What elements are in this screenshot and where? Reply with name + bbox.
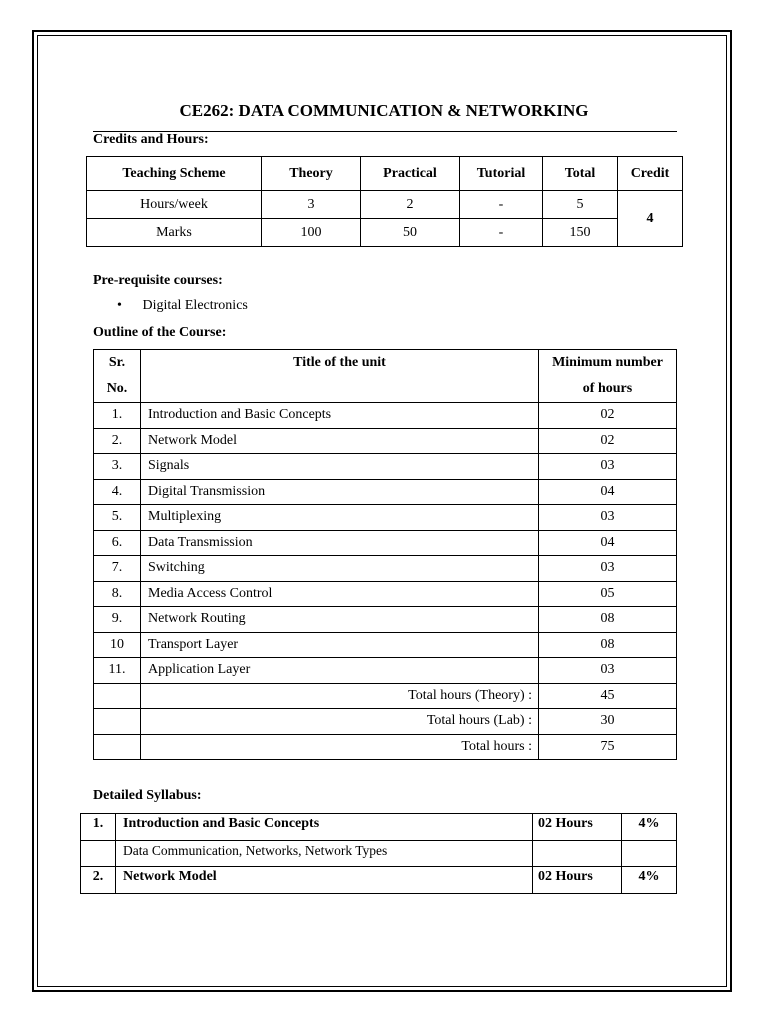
unit-number: 1. [94, 403, 141, 429]
detail-row-unit-2 [81, 867, 677, 894]
header-total: Total [543, 157, 618, 191]
detailed-heading: Detailed Syllabus: [93, 788, 202, 803]
total-label: Total hours (Theory) : [141, 683, 539, 709]
outline-heading: Outline of the Course: [93, 325, 227, 340]
unit-title: Transport Layer [141, 632, 539, 658]
outline-total-row [94, 734, 677, 760]
header-practical: Practical [361, 157, 460, 191]
outline-total-row [94, 683, 677, 709]
total-label: Total hours (Lab) : [141, 709, 539, 735]
unit-min-hours: 08 [539, 632, 677, 658]
empty-cell [533, 840, 622, 867]
unit-title: Introduction and Basic Concepts [141, 403, 539, 429]
outline-row [94, 607, 677, 633]
unit-number: 6. [94, 530, 141, 556]
unit-title: Digital Transmission [141, 479, 539, 505]
unit-min-hours: 03 [539, 505, 677, 531]
header-credit: Credit [618, 157, 683, 191]
unit-min-hours: 02 [539, 428, 677, 454]
unit-title: Media Access Control [141, 581, 539, 607]
detail-row-unit-1 [81, 814, 677, 841]
header-tutorial: Tutorial [460, 157, 543, 191]
cell: - [460, 191, 543, 219]
unit-min-hours: 03 [539, 556, 677, 582]
unit-min-hours: 02 [539, 403, 677, 429]
total-value: 75 [539, 734, 677, 760]
unit-number: 2. [81, 867, 116, 894]
unit-number: 8. [94, 581, 141, 607]
unit-number: 11. [94, 658, 141, 684]
bullet-icon: • [117, 298, 122, 313]
credits-table [86, 156, 683, 247]
cell: 2 [361, 191, 460, 219]
cell: 100 [262, 219, 361, 247]
header-theory: Theory [262, 157, 361, 191]
unit-title: Network Model [116, 867, 533, 894]
unit-number: 10 [94, 632, 141, 658]
unit-number: 7. [94, 556, 141, 582]
outline-row [94, 556, 677, 582]
outline-row [94, 530, 677, 556]
outline-table [93, 349, 677, 760]
cell: Marks [87, 219, 262, 247]
total-value: 30 [539, 709, 677, 735]
outline-header-row [94, 350, 677, 403]
credits-row-hours [87, 191, 683, 219]
credit-value: 4 [618, 191, 683, 247]
unit-weight: 4% [622, 867, 677, 894]
header-teaching-scheme: Teaching Scheme [87, 157, 262, 191]
header-sr-line1: Sr. [108, 355, 126, 370]
unit-hours: 02 Hours [533, 867, 622, 894]
unit-weight: 4% [622, 814, 677, 841]
credits-heading: Credits and Hours: [93, 132, 209, 147]
unit-title: Application Layer [141, 658, 539, 684]
empty-cell [94, 709, 141, 735]
unit-title: Introduction and Basic Concepts [116, 814, 533, 841]
unit-min-hours: 08 [539, 607, 677, 633]
unit-number: 4. [94, 479, 141, 505]
unit-title: Network Model [141, 428, 539, 454]
outline-body [94, 403, 677, 760]
outline-total-row [94, 709, 677, 735]
header-sr-line2: No. [106, 381, 128, 396]
outline-row [94, 403, 677, 429]
cell: 50 [361, 219, 460, 247]
unit-number: 2. [94, 428, 141, 454]
unit-number: 1. [81, 814, 116, 841]
unit-number: 5. [94, 505, 141, 531]
detail-row-topics-1 [81, 840, 677, 867]
cell: 150 [543, 219, 618, 247]
unit-min-hours: 05 [539, 581, 677, 607]
outline-row [94, 479, 677, 505]
total-label: Total hours : [141, 734, 539, 760]
header-sr-no [94, 350, 141, 403]
unit-min-hours: 03 [539, 658, 677, 684]
unit-title: Switching [141, 556, 539, 582]
header-unit-title: Title of the unit [141, 350, 539, 403]
credits-header-row [87, 157, 683, 191]
unit-title: Signals [141, 454, 539, 480]
prereq-item-label: Digital Electronics [142, 298, 248, 313]
header-hours-line2: of hours [582, 381, 633, 396]
detailed-syllabus-table [80, 813, 677, 894]
unit-min-hours: 03 [539, 454, 677, 480]
prereq-heading: Pre-requisite courses: [93, 273, 223, 288]
unit-title: Network Routing [141, 607, 539, 633]
outline-row [94, 581, 677, 607]
prereq-item [117, 298, 248, 314]
credits-row-marks [87, 219, 683, 247]
unit-number: 3. [94, 454, 141, 480]
cell: Hours/week [87, 191, 262, 219]
empty-cell [81, 840, 116, 867]
cell: 3 [262, 191, 361, 219]
outline-row [94, 428, 677, 454]
course-title: CE262: DATA COMMUNICATION & NETWORKING [179, 101, 589, 120]
unit-title: Data Transmission [141, 530, 539, 556]
unit-min-hours: 04 [539, 479, 677, 505]
header-hours-line1: Minimum number [552, 355, 663, 370]
unit-min-hours: 04 [539, 530, 677, 556]
unit-topics: Data Communication, Networks, Network Types [116, 840, 533, 867]
cell: - [460, 219, 543, 247]
empty-cell [622, 840, 677, 867]
header-min-hours [539, 350, 677, 403]
unit-title: Multiplexing [141, 505, 539, 531]
outline-row [94, 454, 677, 480]
unit-hours: 02 Hours [533, 814, 622, 841]
outline-row [94, 505, 677, 531]
total-value: 45 [539, 683, 677, 709]
outline-row [94, 632, 677, 658]
empty-cell [94, 734, 141, 760]
empty-cell [94, 683, 141, 709]
title-rule [93, 131, 677, 132]
unit-number: 9. [94, 607, 141, 633]
outline-row [94, 658, 677, 684]
cell: 5 [543, 191, 618, 219]
